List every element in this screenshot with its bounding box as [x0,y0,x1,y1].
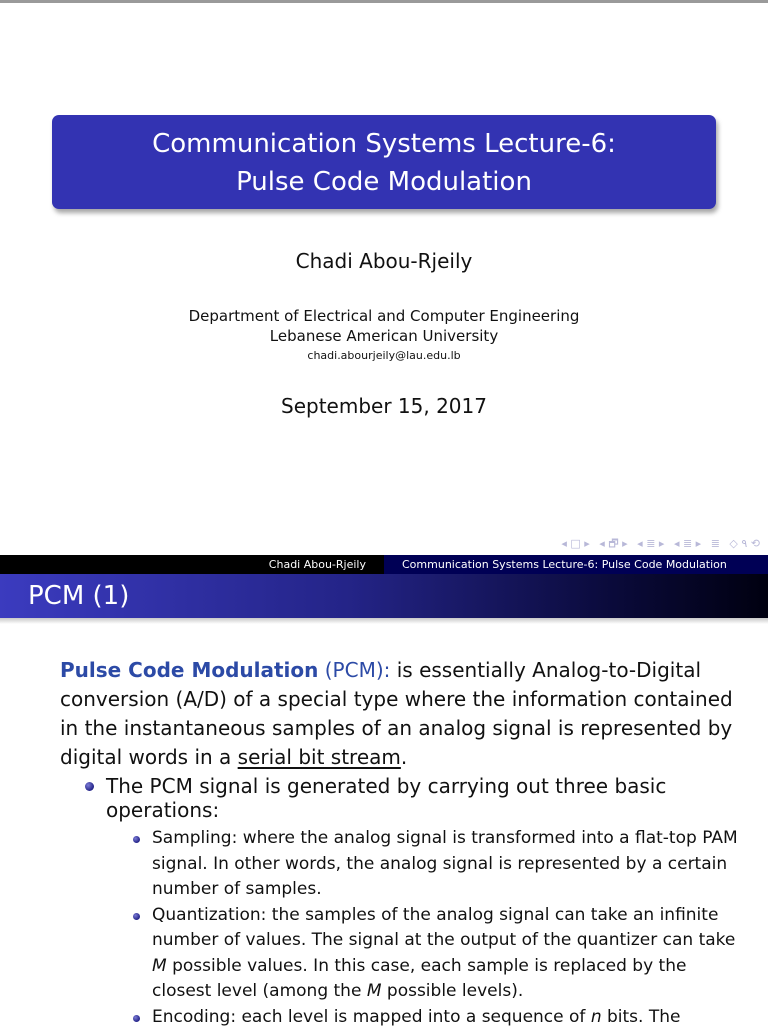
nav-appendix-icon[interactable]: ≣ [711,537,720,550]
navigation-symbols [555,535,760,554]
intro-paragraph [60,656,740,772]
math-m: M [367,981,382,1001]
intro-abbrev: (PCM): [325,658,391,682]
title-line-2: Pulse Code Modulation [52,166,716,198]
nav-subsection-icon[interactable]: ◂ 🗗 ▸ [599,537,627,550]
frame-title-bar [0,574,768,618]
title-line-1: Communication Systems Lecture-6: [52,128,716,160]
nav-section-icon[interactable]: ◂ ≣ ▸ [637,537,664,550]
sub-bullet-quantization-c: possible levels). [382,981,524,1001]
title-slide [0,3,768,554]
list-item [152,826,740,903]
list-item [152,1005,740,1030]
date: September 15, 2017 [0,394,768,418]
nav-frame-icon[interactable]: ◂ □ ▸ [561,537,589,550]
sub-bullet-sampling: Sampling: where the analog signal is transformed into a flat-top PAM signal. In other words, the analog signal is represented by a certain number of samples. [152,828,738,899]
bullet-list [60,774,740,1030]
nav-document-icon[interactable]: ◂ ≣ ▸ [674,537,701,550]
frame-title-shadow [0,618,768,624]
footline [0,555,768,574]
affiliation [0,306,768,346]
footline-author: Chadi Abou-Rjeily [269,555,366,574]
footline-title-box [384,555,768,574]
university: Lebanese American University [0,326,768,346]
math-m: M [152,956,167,976]
intro-text: is essentially Analog-to-Digital conversion (A/D) of a special type where the information contained in the instantaneous samples of an analog signal is represented by digital words in a [60,658,733,769]
footline-title: Communication Systems Lecture-6: Pulse Code Modulation [402,555,727,574]
nav-search-icon[interactable]: ◇ ۹ ⟲ [729,537,760,550]
intro-term: Pulse Code Modulation [60,658,318,682]
title-box [52,115,716,209]
intro-end: . [401,745,407,769]
math-n: n [591,1007,602,1027]
intro-underlined: serial bit stream [238,745,401,769]
slide-body [60,656,740,1030]
department: Department of Electrical and Computer Engineering [0,306,768,326]
sub-bullet-quantization-a: Quantization: the samples of the analog signal can take an infinite number of values. The signal at the output of the quantizer can take [152,905,735,951]
sub-bullet-encoding-a: Encoding: each level is mapped into a sequence of [152,1007,591,1027]
sub-bullet-quantization-b: possible values. In this case, each sample is replaced by the closest level (among the [152,956,686,1002]
bullet-text: The PCM signal is generated by carrying out three basic operations: [106,774,666,822]
sub-bullet-encoding-b: bits. The [602,1007,681,1027]
list-item [106,774,740,1030]
sub-bullet-list [106,826,740,1030]
list-item [152,903,740,1005]
email: chadi.abourjeily@lau.edu.lb [0,349,768,362]
author: Chadi Abou-Rjeily [0,249,768,273]
footline-author-box [0,555,384,574]
frame-title: PCM (1) [28,580,129,612]
